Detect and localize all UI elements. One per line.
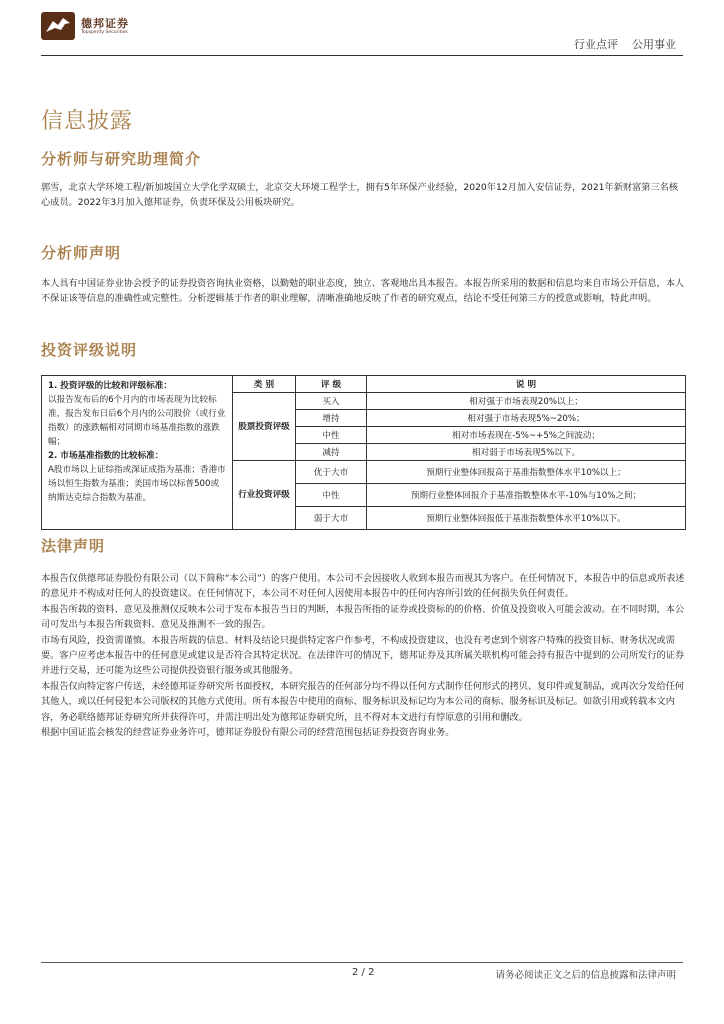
- column-header: 评 级: [296, 376, 367, 393]
- legal-heading: 法律声明: [41, 537, 106, 555]
- rating-label: 减持: [296, 444, 367, 461]
- eagle-logo-icon: [41, 12, 75, 40]
- rating-heading: 投资评级说明: [41, 341, 138, 359]
- rating-table: [41, 375, 686, 530]
- criteria-text-1: 以报告发布后的6个月内的市场表现为比较标准，报告发布日后6个月内的公司股价（或行业指数）的涨跌幅相对同期市场基准指数的涨跌幅；: [48, 395, 226, 447]
- report-category: 行业点评 公用事业: [574, 38, 676, 51]
- brand-name: 德邦证券: [81, 17, 129, 30]
- rating-description: 相对市场表现在-5%~+5%之间波动；: [367, 427, 686, 444]
- criteria-text-2: A股市场以上证综指或深证成指为基准；香港市场以恒生指数为基准；美国市场以标普500或纳斯达克综合指数为基准。: [48, 465, 226, 503]
- rating-label: 优于大市: [296, 461, 367, 484]
- legal-paragraph: 本报告所载的资料、意见及推测仅反映本公司于发布本报告当日的判断，本报告所指的证券或投资标的的价格、价值及投资收入可能会波动。在不同时期，本公司可发出与本报告所载资料、意见及推测不一致的报告。: [41, 603, 685, 631]
- industry-rating-group: 行业投资评级: [233, 461, 296, 530]
- rating-description: 预期行业整体回报高于基准指数整体水平10%以上；: [367, 461, 686, 484]
- column-header: 说 明: [367, 376, 686, 393]
- rating-label: 买入: [296, 393, 367, 410]
- analyst-intro-heading: 分析师与研究助理简介: [41, 150, 202, 168]
- rating-label: 中性: [296, 484, 367, 507]
- analyst-statement-heading: 分析师声明: [41, 244, 122, 262]
- footer-divider: [41, 962, 683, 963]
- rating-description: 相对弱于市场表现5%以下。: [367, 444, 686, 461]
- company-logo: [41, 12, 166, 42]
- column-header: 类 别: [233, 376, 296, 393]
- rating-description: 预期行业整体回报介于基准指数整体水平-10%与10%之间；: [367, 484, 686, 507]
- analyst-intro-text: 郭雪，北京大学环境工程/新加坡国立大学化学双硕士，北京交大环境工程学士，拥有5年环保产业经验，2020年12月加入安信证券，2021年新财富第三名核心成员。2022年3月加入德邦证券，负责环保及公用板块研究。: [41, 182, 679, 208]
- rating-label: 增持: [296, 410, 367, 427]
- criteria-heading-2: 2. 市场基准指数的比较标准：: [48, 451, 164, 461]
- footer-disclaimer: 请务必阅读正文之后的信息披露和法律声明: [495, 970, 676, 981]
- rating-description: 预期行业整体回报低于基准指数整体水平10%以下。: [367, 507, 686, 530]
- page-title: 信息披露: [41, 109, 134, 134]
- legal-paragraph: 根据中国证监会核发的经营证券业务许可，德邦证券股份有限公司的经营范围包括证券投资咨询业务。: [41, 727, 455, 739]
- legal-paragraph: 市场有风险，投资需谨慎。本报告所载的信息、材料及结论只提供特定客户作参考，不构成投资建议，也没有考虑到个别客户特殊的投资目标、财务状况或需要。客户应考虑本报告中的任何意见或建议是否符合其特定状况。在法律许可的情况下，德邦证券及其所属关联机构可能会持有报告中提到的公司所发行的证券并进行交易，还可能为这些公司提供投资银行服务或其他服务。: [41, 634, 685, 677]
- legal-paragraph: 本报告仅向特定客户传送，未经德邦证券研究所书面授权，本研究报告的任何部分均不得以任何方式制作任何形式的拷贝、复印件或复制品，或再次分发给任何其他人，或以任何侵犯本公司版权的其他方式使用。所有本报告中使用的商标、服务标识及标记均为本公司的商标、服务标识及标记。如欲引用或转载本文内容，务必联络德邦证券研究所并获得许可，并需注明出处为德邦证券研究所，且不得对本文进行有悖原意的引用和删改。: [41, 680, 685, 723]
- stock-rating-group: 股票投资评级: [233, 393, 296, 461]
- legal-paragraph: 本报告仅供德邦证券股份有限公司（以下简称“本公司”）的客户使用。本公司不会因接收人收到本报告而视其为客户。在任何情况下，本报告中的信息或所表述的意见并不构成对任何人的投资建议。在任何情况下，本公司不对任何人因使用本报告中的任何内容所引致的任何损失负任何责任。: [41, 573, 685, 600]
- rating-description: 相对强于市场表现20%以上；: [367, 393, 686, 410]
- page-number: 2 / 2: [352, 967, 375, 978]
- rating-criteria-cell: [42, 376, 233, 530]
- rating-label: 弱于大市: [296, 507, 367, 530]
- analyst-statement-text: 本人具有中国证券业协会授予的证券投资咨询执业资格，以勤勉的职业态度，独立、客观地出具本报告。本报告所采用的数据和信息均来自市场公开信息，本人不保证该等信息的准确性或完整性。分析逻辑基于作者的职业理解，清晰准确地反映了作者的研究观点，结论不受任何第三方的授意或影响，特此声明。: [41, 278, 685, 304]
- header-divider: [41, 55, 683, 56]
- rating-description: 相对强于市场表现5%~20%；: [367, 410, 686, 427]
- rating-label: 中性: [296, 427, 367, 444]
- criteria-heading-1: 1. 投资评级的比较和评级标准：: [48, 381, 172, 391]
- legal-text: [41, 571, 689, 740]
- brand-english-name: Topsperity Securities: [81, 30, 128, 35]
